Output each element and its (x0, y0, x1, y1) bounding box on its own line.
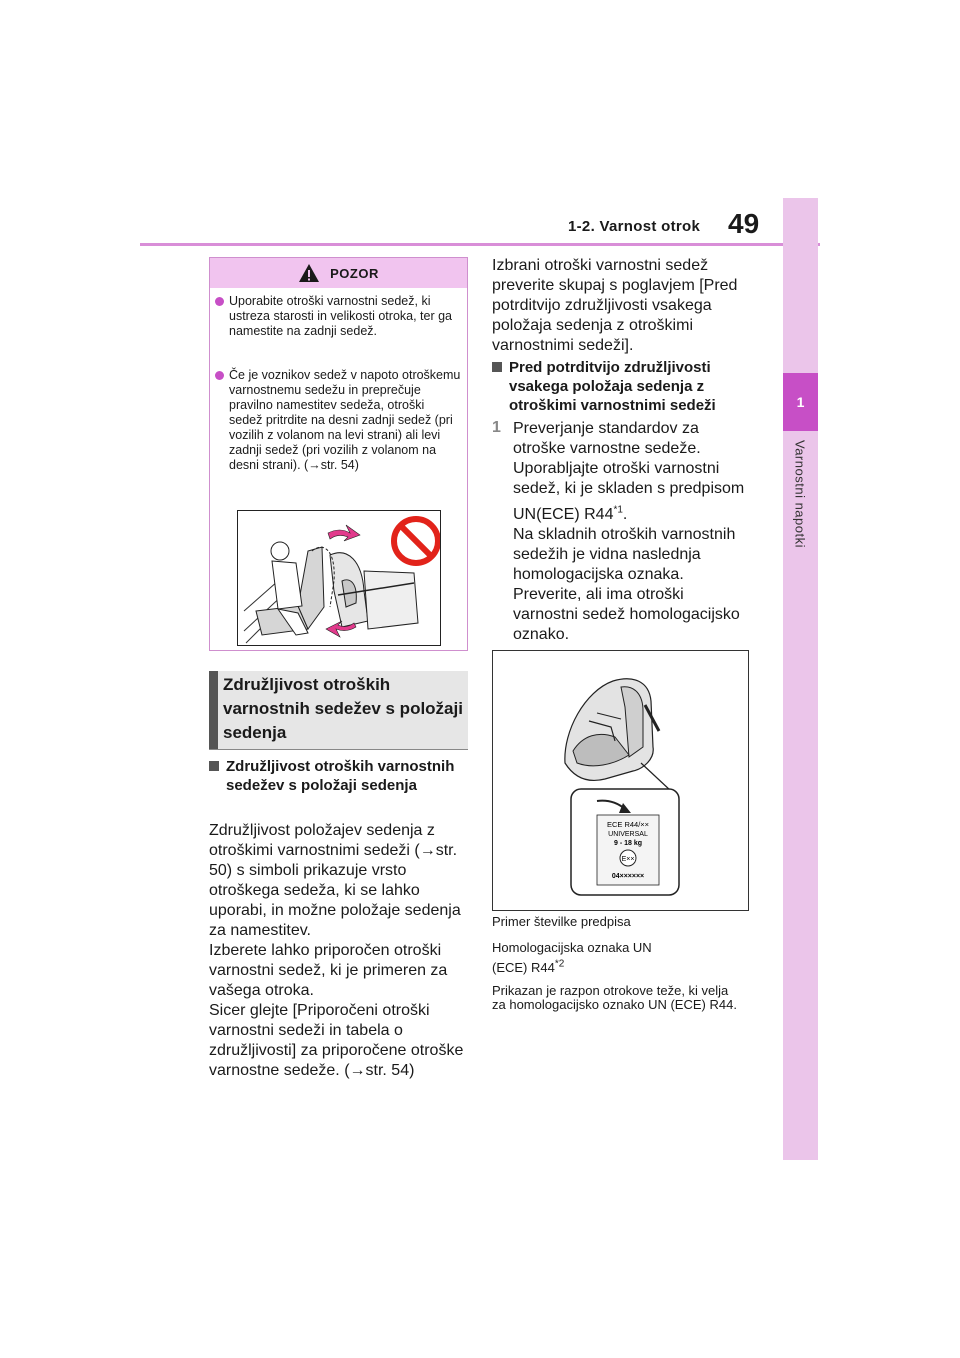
side-tab-chapter: 1 (783, 373, 818, 431)
car-seat-scene-icon (238, 511, 440, 645)
square-bullet-icon (492, 362, 502, 372)
warning-item: Uporabite otroški varnostni sedež, ki ustreza starosti in velikosti otroka, ter ga namestite na zadnji sedež. (215, 294, 461, 339)
body-paragraph: Sicer glejte [Priporočeni otroški varnostni sedeži in tabela o združljivosti] za priporočene otroške varnostne sedeže. (→str. 54) (209, 1002, 464, 1079)
incorrect-installation-illustration (237, 510, 441, 646)
body-paragraph: Izberete lahko priporočen otroški varnostni sedež, ki je primeren za vašega otroka. (209, 942, 448, 999)
caption: Primer številke predpisa (492, 914, 631, 929)
warning-title: POZOR (330, 265, 379, 281)
warning-item: Če je voznikov sedež v napoto otroškemu varnostnemu sedežu in preprečuje pravilno namestitev sedeža, otroški sedež pritrdite na desni zadnji sedež (pri vozilih z volanom na levi strani) ali levi zadnji sedež (pri vozilih z volanom na desni strani). (→str. 54) (215, 368, 461, 473)
prohibited-sign-icon (394, 519, 438, 563)
bullet-icon (215, 297, 224, 306)
subheading: Združljivost otroških varnostnih sedežev s položaji sedenja (209, 757, 469, 795)
side-tab-strip (783, 198, 818, 1160)
child-seat-icon (493, 651, 748, 910)
running-header: 1-2. Varnost otrok (568, 218, 701, 235)
subheading: Pred potrditvijo združljivosti vsakega položaja sedenja z otroškimi varnostnimi sedeži (492, 358, 752, 415)
body-paragraph: Združljivost položajev sedenja z otroškimi varnostnimi sedeži (→str. 50) s simboli prikazuje vrsto otroškega sedeža, ki se lahko uporabi, in možne položaje sedenja za namestitev. (209, 822, 461, 939)
homologation-label-figure (492, 650, 749, 911)
warning-header (210, 258, 467, 288)
caption: Homologacijska oznaka UN (ECE) R44$^{*2}$ (492, 940, 652, 975)
square-bullet-icon (209, 761, 219, 771)
caption: Prikazan je razpon otrokove teže, ki velja za homologacijsko oznako UN (ECE) R44. (492, 983, 737, 1012)
step-text: Preverjanje standardov za otroške varnostne sedeže. Uporabljajte otroški varnostni sedež, ki je skladen s predpisom UN(ECE) R44$^{*1}$. Na skladnih otroških varnostnih sedežih je vidna naslednja homologacijska oznaka. Preverite, ali ima otroški varnostni sedež homologacijsko oznako. (513, 420, 745, 643)
label-circle: E×× (621, 856, 635, 863)
warning-box (209, 257, 468, 651)
intro-paragraph: Izbrani otroški varnostni sedež preverite skupaj s poglavjem [Pred potrditvijo združljivosti vsakega položaja sedenja z otroškimi varnostnimi sedeži]. (492, 257, 738, 354)
header-rule (140, 243, 820, 246)
warning-triangle-icon (298, 263, 320, 283)
label-code: 04×××××× (611, 873, 645, 880)
label-line1: ECE R44/×× (606, 820, 650, 829)
label-line3: 9 - 18 kg (613, 840, 643, 847)
bullet-icon (215, 371, 224, 380)
section-heading: Združljivost otroških varnostnih sedežev s položaji sedenja (209, 671, 468, 750)
side-tab-label: Varnostni napotki (792, 440, 808, 548)
step-number: 1 (492, 419, 501, 436)
label-line2: UNIVERSAL (608, 831, 648, 838)
page-number: 49 (728, 208, 760, 239)
section-heading-bar (209, 671, 218, 749)
